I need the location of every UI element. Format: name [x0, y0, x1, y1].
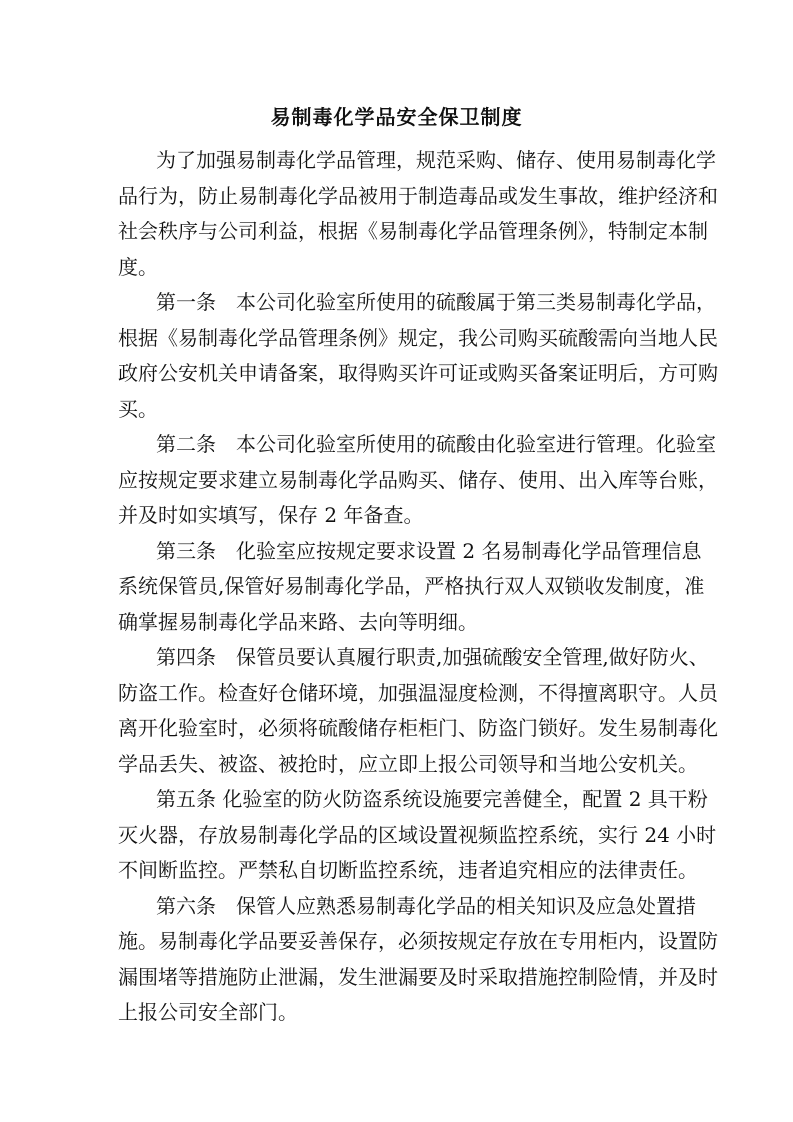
paragraph-line: 第四条 保管员要认真履行职责,加强硫酸安全管理,做好防火、: [156, 645, 709, 669]
paragraph-line: 应按规定要求建立易制毒化学品购买、储存、使用、出入库等台账，: [118, 467, 718, 492]
paragraph: [118, 285, 718, 427]
paragraph-line: 第五条 化验室的防火防盗系统设施要完善健全，配置 2 具干粉: [156, 787, 708, 811]
paragraph-line: 并及时如实填写，保存 2 年备查。: [118, 503, 424, 527]
paragraph-line: 学品丢失、被盗、被抢时，应立即上报公司领导和当地公安机关。: [118, 751, 698, 776]
paragraph: [118, 640, 718, 782]
paragraph: [118, 143, 718, 285]
paragraph-line: 上报公司安全部门。: [118, 1000, 298, 1024]
paragraph-line: 为了加强易制毒化学品管理，规范采购、储存、使用易制毒化学: [156, 148, 716, 172]
document-body: [118, 143, 718, 1031]
paragraph-line: 确掌握易制毒化学品来路、去向等明细。: [118, 609, 478, 634]
paragraph-line: 灭火器，存放易制毒化学品的区域设置视频监控系统，实行 24 小时: [118, 822, 717, 847]
paragraph-line: 买。: [118, 396, 158, 421]
paragraph-line: 品行为，防止易制毒化学品被用于制造毒品或发生事故，维护经济和: [118, 183, 718, 208]
paragraph-line: 系统保管员,保管好易制毒化学品，严格执行双人双锁收发制度，准: [118, 574, 705, 598]
paragraph: [118, 427, 718, 534]
paragraph-line: 第二条 本公司化验室所使用的硫酸由化验室进行管理。化验室: [156, 432, 716, 456]
paragraph-line: 离开化验室时，必须将硫酸储存柜柜门、防盗门锁好。发生易制毒化: [118, 716, 718, 740]
paragraph: [118, 889, 718, 1031]
paragraph-line: 防盗工作。检查好仓储环境，加强温湿度检测，不得擅离职守。人员: [118, 680, 718, 705]
paragraph-line: 漏围堵等措施防止泄漏，发生泄漏要及时采取措施控制险情，并及时: [118, 964, 718, 989]
paragraph-line: 度。: [118, 254, 158, 279]
paragraph-line: 第六条 保管人应熟悉易制毒化学品的相关知识及应急处置措: [156, 893, 696, 918]
paragraph-line: 根据《易制毒化学品管理条例》规定，我公司购买硫酸需向当地人民: [118, 325, 718, 350]
paragraph: [118, 534, 705, 641]
paragraph-line: 政府公安机关申请备案，取得购买许可证或购买备案证明后，方可购: [118, 361, 718, 385]
paragraph-line: 第一条 本公司化验室所使用的硫酸属于第三类易制毒化学品，: [156, 290, 716, 314]
document-title: 易制毒化学品安全保卫制度: [270, 105, 523, 129]
paragraph-line: 施。易制毒化学品要妥善保存，必须按规定存放在专用柜内，设置防: [118, 929, 718, 953]
paragraph-line: 社会秩序与公司利益，根据《易制毒化学品管理条例》，特制定本制: [118, 219, 708, 243]
paragraph-line: 第三条 化验室应按规定要求设置 2 名易制毒化学品管理信息: [156, 538, 702, 563]
paragraph: [118, 782, 717, 889]
paragraph-line: 不间断监控。严禁私自切断监控系统，违者追究相应的法律责任。: [118, 858, 698, 882]
